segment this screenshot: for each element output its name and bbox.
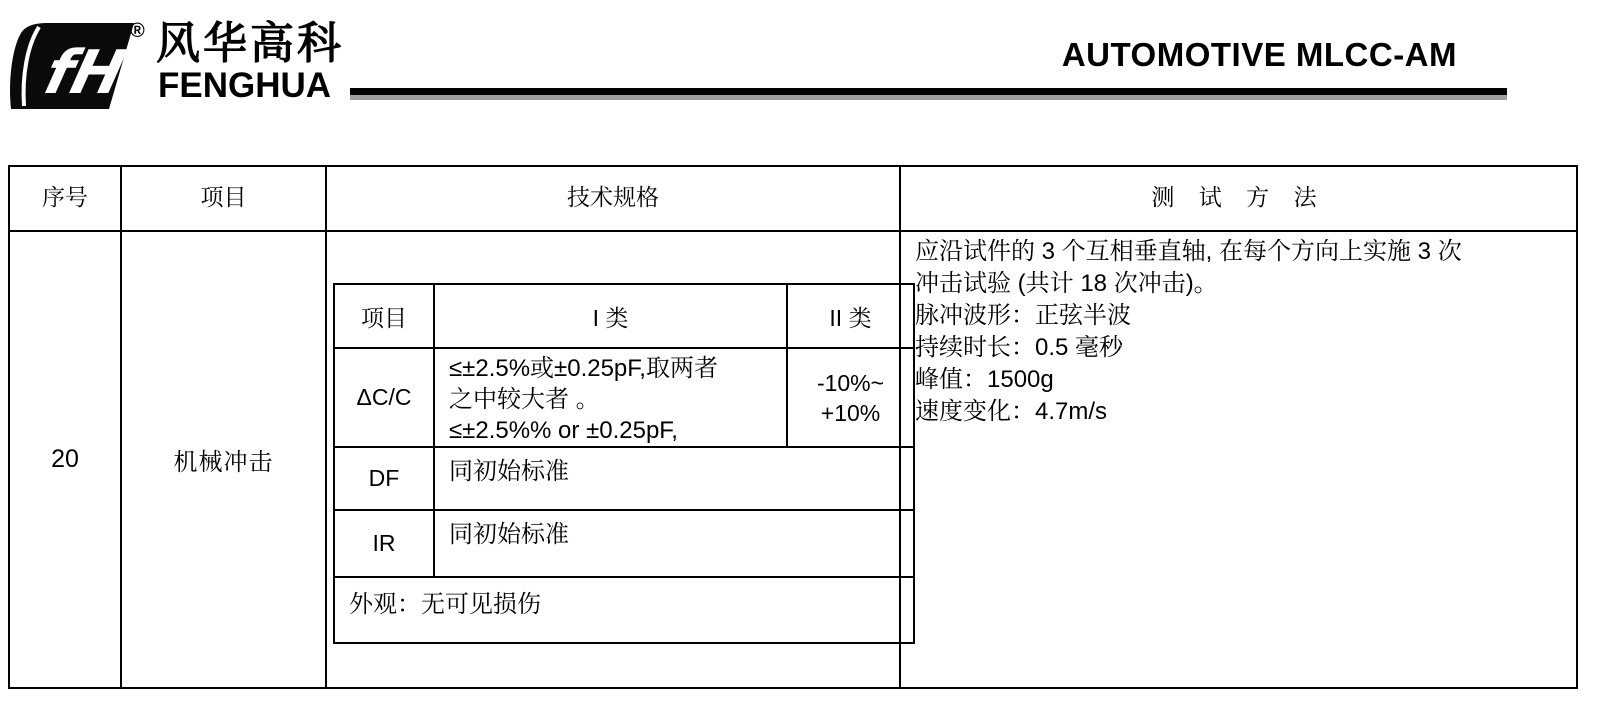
logo-chinese-name: 风华高科: [156, 19, 344, 68]
ir-value-cell: 同初始标准: [449, 521, 569, 548]
inner-row-df: [335, 448, 913, 511]
tech-spec-cell: [327, 232, 901, 687]
appearance-cell: 外观：无可见损伤: [349, 591, 541, 618]
inner-row-ir: [335, 511, 913, 578]
method-line: 冲击试验 (共计 18 次冲击)。: [915, 270, 1218, 297]
registered-trademark-mark: ®: [130, 20, 145, 42]
method-line: 应沿试件的 3 个互相垂直轴, 在每个方向上实施 3 次: [915, 238, 1462, 265]
col-header-method: 测 试 方 法: [1151, 184, 1326, 210]
logo-latin-name: FENGHUA: [158, 66, 332, 105]
header-divider-rule: [350, 88, 1507, 100]
ir-param-cell: IR: [335, 511, 435, 576]
dcc-class2-line: -10%~: [816, 369, 885, 396]
inner-col-header-class2: II 类: [829, 304, 872, 331]
df-param-cell: DF: [335, 448, 435, 509]
spec-table-header-row: [10, 167, 1576, 232]
dcc-class1-cell: [435, 349, 788, 446]
svg-text:fH: fH: [38, 37, 132, 108]
col-header-spec: 技术规格: [327, 167, 901, 230]
fenghua-logo-icon: [8, 20, 136, 112]
method-line: 峰值：1500g: [915, 366, 1054, 393]
inner-row-dcc: [335, 349, 913, 448]
dcc-class2-cell: [788, 349, 913, 446]
method-line: 速度变化：4.7m/s: [915, 398, 1108, 425]
dcc-class1-line: ≤±2.5%% or ±0.25pF,: [449, 417, 678, 444]
spec-table: [8, 165, 1578, 689]
seq-no-cell: 20: [10, 232, 122, 687]
inner-row-appearance: [335, 578, 913, 642]
col-header-seq: 序号: [10, 167, 122, 230]
dcc-class1-line: 之中较大者 。: [449, 386, 600, 413]
method-line: 脉冲波形：正弦半波: [915, 302, 1131, 329]
dcc-class1-line: ≤±2.5%或±0.25pF,取两者: [449, 355, 718, 382]
item-name-cell: 机械冲击: [122, 232, 327, 687]
col-header-item: 项目: [122, 167, 327, 230]
document-title: AUTOMOTIVE MLCC-AM: [1061, 36, 1457, 73]
spec-inner-table: [333, 283, 915, 644]
table-row: [10, 232, 1576, 687]
dcc-class2-line: +10%: [820, 399, 881, 426]
method-line: 持续时长：0.5 毫秒: [915, 334, 1124, 361]
inner-header-row: [335, 285, 913, 349]
inner-col-header-class1: I 类: [435, 285, 788, 347]
test-method-cell: [901, 232, 1576, 687]
dcc-param-cell: ΔC/C: [335, 349, 435, 446]
inner-col-header-param: 项目: [335, 285, 435, 347]
df-value-cell: 同初始标准: [449, 458, 569, 485]
